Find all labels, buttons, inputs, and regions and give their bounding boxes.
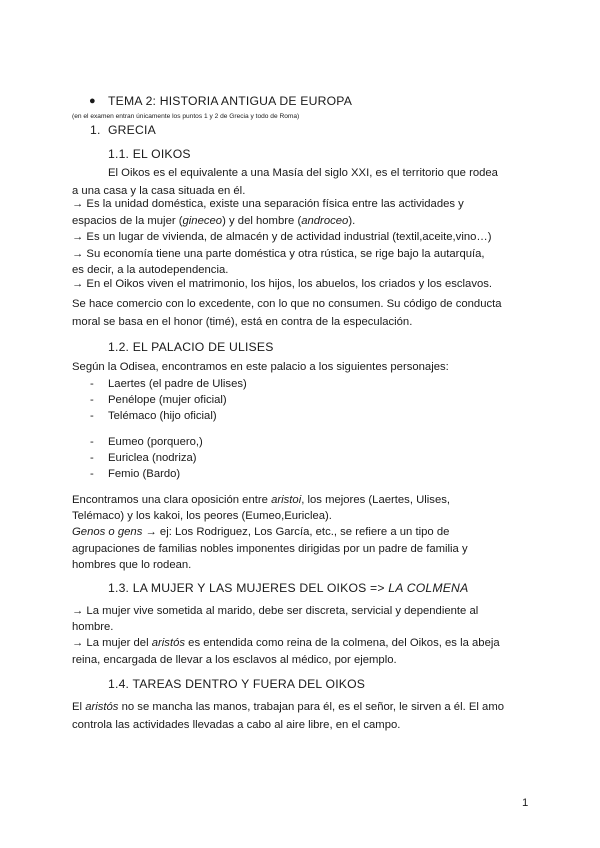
heading-1-4: 1.4. TAREAS DENTRO Y FUERA DEL OIKOS xyxy=(108,677,366,691)
paragraph-line: → La mujer del aristós es entendida como reina de la colmena, del Oikos, es la abeja xyxy=(72,637,500,649)
paragraph-line: → Su economía tiene una parte doméstica y otra rústica, se rige bajo la autarquía, xyxy=(72,248,485,260)
paragraph-line: reina, encargada de llevar a los esclavos al médico, por ejemplo. xyxy=(72,654,397,666)
page-title: TEMA 2: HISTORIA ANTIGUA DE EUROPA xyxy=(108,94,353,108)
exam-note: (en el examen entran únicamente los puntos 1 y 2 de Grecia y todo de Roma) xyxy=(72,113,300,120)
list-item: Euriclea (nodriza) xyxy=(108,452,197,464)
paragraph-line: → La mujer vive sometida al marido, debe ser discreta, servicial y dependiente al xyxy=(72,605,479,617)
paragraph-line: Genos o gens → ej: Los Rodriguez, Los García, etc., se refiere a un tipo de xyxy=(72,526,450,538)
dash-bullet: - xyxy=(90,468,94,480)
page-number: 1 xyxy=(522,797,529,809)
paragraph-line: controla las actividades llevadas a cabo al aire libre, en el campo. xyxy=(72,719,401,731)
list-item: Telémaco (hijo oficial) xyxy=(108,410,217,422)
paragraph-line: El Oikos es el equivalente a una Masía del siglo XXI, es el territorio que rodea xyxy=(108,167,498,179)
dash-bullet: - xyxy=(90,410,94,422)
list-item: Eumeo (porquero,) xyxy=(108,436,203,448)
paragraph-line: es decir, a la autodependencia. xyxy=(72,264,229,276)
list-item: Penélope (mujer oficial) xyxy=(108,394,227,406)
paragraph-line: hombre. xyxy=(72,621,114,633)
paragraph-line: a una casa y la casa situada en él. xyxy=(72,185,246,197)
dash-bullet: - xyxy=(90,378,94,390)
paragraph-line: Según la Odisea, encontramos en este palacio a los siguientes personajes: xyxy=(72,361,449,373)
list-item: Femio (Bardo) xyxy=(108,468,181,480)
bullet-icon: ● xyxy=(89,95,96,107)
paragraph-line: espacios de la mujer (gineceo) y del hombre (androceo). xyxy=(72,215,356,227)
paragraph-line: agrupaciones de familias nobles imponentes dirigidas por un padre de familia y xyxy=(72,543,468,555)
dash-bullet: - xyxy=(90,394,94,406)
section-title-grecia: GRECIA xyxy=(108,123,156,137)
paragraph-line: hombres que lo rodean. xyxy=(72,559,192,571)
paragraph-line: → En el Oikos viven el matrimonio, los hijos, los abuelos, los criados y los esclavos. xyxy=(72,278,493,290)
heading-1-2: 1.2. EL PALACIO DE ULISES xyxy=(108,340,274,354)
dash-bullet: - xyxy=(90,452,94,464)
paragraph-line: El aristós no se mancha las manos, trabajan para él, es el señor, le sirven a él. El amo xyxy=(72,701,505,713)
paragraph-line: → Es un lugar de vivienda, de almacén y de actividad industrial (textil,aceite,vino…) xyxy=(72,231,492,243)
dash-bullet: - xyxy=(90,436,94,448)
section-number: 1. xyxy=(90,123,101,137)
heading-1-3: 1.3. LA MUJER Y LAS MUJERES DEL OIKOS => LA COLMENA xyxy=(108,581,469,595)
paragraph-line: moral se basa en el honor (timé), está en contra de la especulación. xyxy=(72,316,413,328)
list-item: Laertes (el padre de Ulises) xyxy=(108,378,247,390)
paragraph-line: Telémaco) y los kakoi, los peores (Eumeo,Euriclea). xyxy=(72,510,332,522)
paragraph-line: Se hace comercio con lo excedente, con lo que no consumen. Su código de conducta xyxy=(72,298,502,310)
paragraph-line: → Es la unidad doméstica, existe una separación física entre las actividades y xyxy=(72,198,464,210)
paragraph-line: Encontramos una clara oposición entre aristoi, los mejores (Laertes, Ulises, xyxy=(72,494,451,506)
heading-1-1: 1.1. EL OIKOS xyxy=(108,147,191,161)
